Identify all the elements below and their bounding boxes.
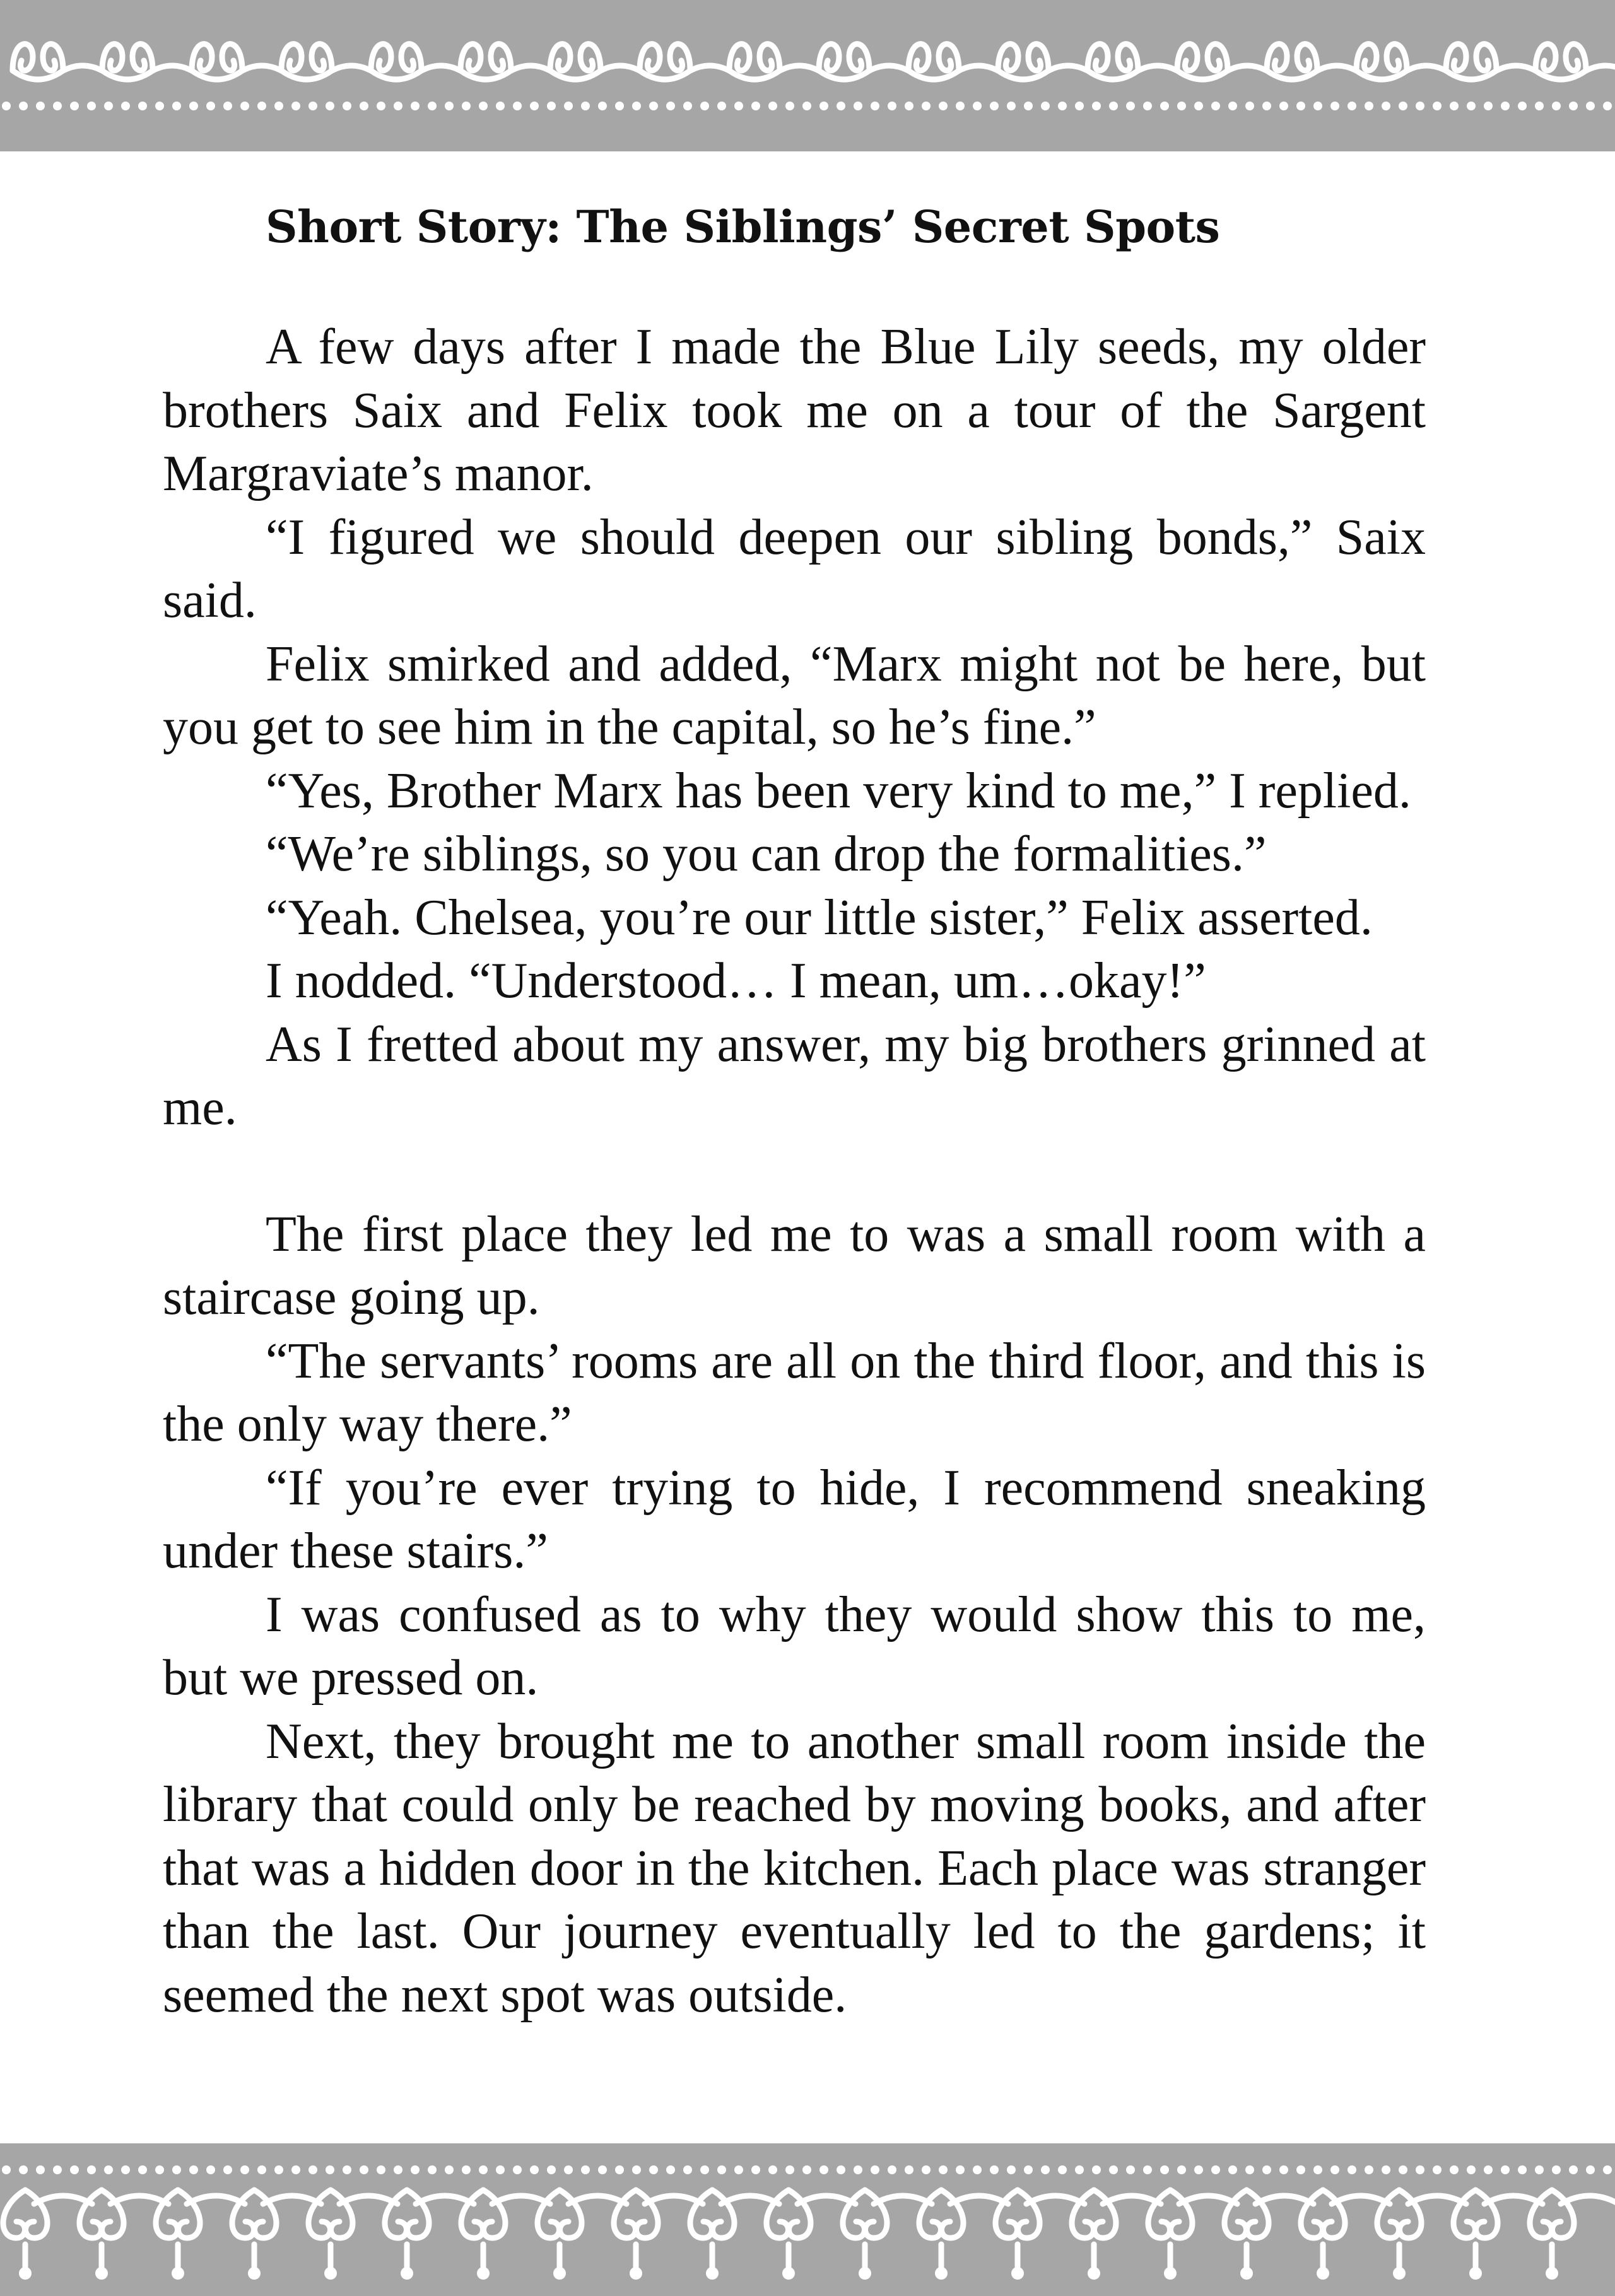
lace-dot (479, 102, 488, 110)
story-title: Short Story: The Siblings’ Secret Spots (266, 201, 1220, 253)
lace-dot (837, 102, 845, 110)
lace-dot (291, 2165, 300, 2174)
lace-dot (1552, 102, 1561, 110)
lace-dot (1382, 2165, 1390, 2174)
lace-dot (1092, 2165, 1101, 2174)
lace-drop (172, 2267, 184, 2280)
lace-dot (632, 2165, 641, 2174)
lace-dot (121, 102, 130, 110)
lace-dot (1228, 102, 1237, 110)
lace-dot (615, 2165, 624, 2174)
lace-dot (717, 102, 726, 110)
lace-dot (428, 2165, 437, 2174)
lace-drop (1164, 2267, 1177, 2280)
lace-dot (462, 102, 471, 110)
lace-dot (257, 2165, 266, 2174)
lace-dot (547, 102, 556, 110)
story-paragraph: A few days after I made the Blue Lily seeds, my older brothers Saix and Felix took me on a tour of the Sargent Margraviate’s manor. (163, 319, 1426, 501)
lace-dot (615, 102, 624, 110)
lace-drop (324, 2267, 337, 2280)
lace-dot (598, 2165, 607, 2174)
lace-loop-motif (192, 44, 281, 79)
lace-dot (445, 102, 454, 110)
lace-dot (1484, 102, 1493, 110)
lace-dot (479, 2165, 488, 2174)
story-paragraph: “We’re siblings, so you can drop the formalities.” (266, 826, 1267, 882)
lace-dot (53, 102, 62, 110)
lace-dot (1262, 102, 1271, 110)
lace-dot (1160, 102, 1169, 110)
lace-dot (1450, 2165, 1459, 2174)
lace-dot (1279, 2165, 1288, 2174)
story-paragraph: “Yes, Brother Marx has been very kind to me,” I replied. (266, 763, 1411, 819)
lace-loop-motif (550, 44, 640, 79)
lace-drop (706, 2267, 719, 2280)
top-lace-border (0, 0, 1615, 151)
lace-loop-motif (908, 44, 998, 79)
lace-dot (751, 102, 760, 110)
lace-dot (990, 2165, 999, 2174)
lace-dot (666, 2165, 675, 2174)
lace-dot (326, 102, 334, 110)
lace-dot (1041, 2165, 1050, 2174)
lace-dot (990, 102, 999, 110)
lace-dot (1007, 102, 1016, 110)
lace-loop-motif (1267, 44, 1356, 79)
lace-dot (1194, 102, 1203, 110)
lace-dot (939, 102, 948, 110)
lace-dot (581, 102, 590, 110)
lace-dot (751, 2165, 760, 2174)
lace-dot (939, 2165, 948, 2174)
lace-dot (138, 102, 147, 110)
story-paragraph: The first place they led me to was a small room with a staircase going up. (163, 1206, 1426, 1325)
lace-dot (530, 2165, 539, 2174)
lace-dot (700, 2165, 709, 2174)
lace-drop (401, 2267, 413, 2280)
lace-dot (598, 102, 607, 110)
lace-dot (581, 2165, 590, 2174)
lace-loop-motif (1446, 44, 1536, 79)
lace-dot (496, 2165, 505, 2174)
story-paragraph: “If you’re ever trying to hide, I recommend sneaking under these stairs.” (163, 1460, 1426, 1579)
lace-dot (734, 2165, 743, 2174)
lace-drop (1546, 2267, 1558, 2280)
lace-dot (1501, 2165, 1510, 2174)
lace-dot (104, 102, 113, 110)
lace-dot (1399, 102, 1407, 110)
lace-dot (377, 2165, 385, 2174)
lace-dot (189, 102, 198, 110)
lace-dot (104, 2165, 113, 2174)
lace-drop (1317, 2267, 1329, 2280)
lace-dot (1177, 2165, 1186, 2174)
lace-loop-motif (1536, 44, 1615, 79)
lace-dot (172, 2165, 181, 2174)
lace-loop-motif (998, 44, 1088, 79)
lace-dot (854, 102, 862, 110)
lace-dot (206, 2165, 215, 2174)
lace-dot (837, 2165, 845, 2174)
lace-dot (1296, 2165, 1305, 2174)
lace-dot (1075, 2165, 1084, 2174)
lace-dot (1041, 102, 1050, 110)
lace-drop (248, 2267, 261, 2280)
lace-dot (1501, 102, 1510, 110)
lace-loop-motif (1088, 44, 1177, 79)
lace-dot (1382, 102, 1390, 110)
lace-dot (1603, 2165, 1612, 2174)
lace-dot (223, 102, 232, 110)
lace-dot (1586, 2165, 1595, 2174)
lace-dot (1245, 102, 1254, 110)
lace-dot (700, 102, 709, 110)
lace-dot (513, 102, 522, 110)
lace-dot (1109, 2165, 1118, 2174)
lace-dot (36, 102, 45, 110)
story-paragraph: Felix smirked and added, “Marx might not be here, but you get to see him in the capital, so he’s fine.” (163, 636, 1426, 755)
lace-dot (1330, 2165, 1339, 2174)
lace-dot (1552, 2165, 1561, 2174)
lace-dot (87, 2165, 96, 2174)
lace-dot (1296, 102, 1305, 110)
lace-dot (70, 102, 79, 110)
story-paragraph: I was confused as to why they would show this to me, but we pressed on. (163, 1586, 1426, 1706)
lace-dot (1535, 2165, 1544, 2174)
lace-dot (1416, 2165, 1424, 2174)
scroll-ornament-icon (0, 2143, 1615, 2296)
lace-dot (802, 102, 811, 110)
lace-dot (1313, 102, 1322, 110)
lace-dot (291, 102, 300, 110)
lace-dot (411, 102, 420, 110)
lace-drop (859, 2267, 871, 2280)
lace-dot (87, 102, 96, 110)
lace-dot (308, 2165, 317, 2174)
lace-dot (1211, 102, 1220, 110)
lace-dot (394, 102, 402, 110)
lace-loop-motif (1177, 44, 1267, 79)
lace-drop (1011, 2267, 1024, 2280)
story-paragraph: I nodded. “Understood… I mean, um…okay!” (266, 953, 1206, 1009)
lace-dot (206, 102, 215, 110)
lace-dot (1024, 2165, 1033, 2174)
lace-dot (1450, 102, 1459, 110)
lace-dot (343, 102, 351, 110)
lace-loop-motif (819, 44, 908, 79)
lace-dot (768, 102, 777, 110)
loop-ornament-icon (0, 0, 1615, 151)
lace-dot (1092, 102, 1101, 110)
lace-dot (683, 2165, 692, 2174)
lace-dot (121, 2165, 130, 2174)
lace-loop-motif (729, 44, 819, 79)
lace-drop (1469, 2267, 1482, 2280)
lace-dot (1245, 2165, 1254, 2174)
lace-dot (1143, 102, 1152, 110)
lace-dot (360, 102, 368, 110)
lace-loop-motif (102, 44, 192, 79)
lace-dot (649, 102, 658, 110)
lace-dot (223, 2165, 232, 2174)
lace-dot (717, 2165, 726, 2174)
lace-dot (564, 2165, 573, 2174)
lace-dot (1330, 102, 1339, 110)
lace-dot (360, 2165, 368, 2174)
lace-dot (36, 2165, 45, 2174)
lace-dot (956, 102, 965, 110)
lace-dot (240, 102, 249, 110)
lace-dot (411, 2165, 420, 2174)
lace-dot (973, 102, 982, 110)
lace-drop (782, 2267, 795, 2280)
lace-dot (274, 102, 283, 110)
lace-drop (19, 2267, 32, 2280)
bottom-lace-border (0, 2143, 1615, 2296)
lace-dot (564, 102, 573, 110)
lace-dot (1075, 102, 1084, 110)
lace-dot (785, 2165, 794, 2174)
lace-dot (1484, 2165, 1493, 2174)
story-paragraph: “I figured we should deepen our sibling bonds,” Saix said. (163, 509, 1426, 628)
lace-dot (1518, 2165, 1527, 2174)
lace-loop-motif (461, 44, 550, 79)
lace-dot (683, 102, 692, 110)
lace-drop (477, 2267, 490, 2280)
lace-dot (496, 102, 505, 110)
lace-dot (1348, 102, 1356, 110)
lace-dot (871, 102, 879, 110)
lace-drop (630, 2267, 642, 2280)
lace-dot (240, 2165, 249, 2174)
lace-dot (888, 102, 896, 110)
lace-dot (922, 102, 931, 110)
lace-dot (274, 2165, 283, 2174)
lace-drop (1240, 2267, 1253, 2280)
lace-dot (802, 2165, 811, 2174)
lace-dot (1228, 2165, 1237, 2174)
lace-dot (462, 2165, 471, 2174)
story-paragraph: As I fretted about my answer, my big brothers grinned at me. (163, 1016, 1426, 1135)
lace-dot (2, 102, 11, 110)
lace-dot (734, 102, 743, 110)
lace-dot (1279, 102, 1288, 110)
lace-dot (138, 2165, 147, 2174)
lace-dot (2, 2165, 11, 2174)
lace-dot (1262, 2165, 1271, 2174)
lace-dot (155, 2165, 164, 2174)
lace-dot (530, 102, 539, 110)
lace-dot (1143, 2165, 1152, 2174)
lace-dot (632, 102, 641, 110)
lace-dot (1348, 2165, 1356, 2174)
lace-dot (326, 2165, 334, 2174)
lace-dot (1126, 2165, 1135, 2174)
lace-dot (257, 102, 266, 110)
lace-dot (1024, 102, 1033, 110)
lace-dot (189, 2165, 198, 2174)
lace-dot (1194, 2165, 1203, 2174)
lace-dot (922, 2165, 931, 2174)
lace-dot (70, 2165, 79, 2174)
lace-dot (854, 2165, 862, 2174)
lace-drop (935, 2267, 948, 2280)
lace-dot (973, 2165, 982, 2174)
lace-loop-motif (1356, 44, 1446, 79)
lace-dot (1603, 102, 1612, 110)
lace-dot (1586, 102, 1595, 110)
lace-dot (666, 102, 675, 110)
lace-loop-motif (640, 44, 729, 79)
lace-drop (95, 2267, 108, 2280)
lace-dot (1416, 102, 1424, 110)
lace-dot (819, 2165, 828, 2174)
lace-dot (394, 2165, 402, 2174)
story-paragraph: Next, they brought me to another small room inside the library that could only be reached by moving books, and after that was a hidden door in the kitchen. Each place was stranger than the last. Our journey eventually led to the gardens; it seemed the next spot was outside. (163, 1713, 1426, 2023)
lace-dot (19, 2165, 28, 2174)
lace-dot (1433, 102, 1442, 110)
lace-dot (1569, 2165, 1578, 2174)
lace-dot (428, 102, 437, 110)
lace-dot (19, 102, 28, 110)
story-paragraph: “The servants’ rooms are all on the third floor, and this is the only way there.” (163, 1333, 1426, 1452)
lace-dot (1433, 2165, 1442, 2174)
lace-drop (553, 2267, 566, 2280)
lace-dot (1365, 2165, 1373, 2174)
lace-dot (1399, 2165, 1407, 2174)
lace-dot (1007, 2165, 1016, 2174)
story-paragraph: “Yeah. Chelsea, you’re our little sister,” Felix asserted. (266, 889, 1373, 946)
lace-dot (1535, 102, 1544, 110)
lace-dot (1467, 2165, 1476, 2174)
lace-dot (905, 2165, 913, 2174)
lace-dot (547, 2165, 556, 2174)
lace-dot (1467, 102, 1476, 110)
lace-dot (1313, 2165, 1322, 2174)
lace-dot (871, 2165, 879, 2174)
lace-drop (1088, 2267, 1100, 2280)
lace-loop-motif (281, 44, 371, 79)
lace-dot (1569, 102, 1578, 110)
lace-dot (768, 2165, 777, 2174)
lace-dot (1058, 102, 1067, 110)
lace-dot (172, 102, 181, 110)
lace-loop-motif (13, 44, 102, 79)
lace-dot (819, 102, 828, 110)
lace-drop (1393, 2267, 1406, 2280)
lace-dot (1177, 102, 1186, 110)
story-text (163, 189, 1426, 2027)
lace-dot (343, 2165, 351, 2174)
lace-dot (1365, 102, 1373, 110)
lace-dot (155, 102, 164, 110)
lace-dot (53, 2165, 62, 2174)
lace-dot (1126, 102, 1135, 110)
lace-dot (888, 2165, 896, 2174)
lace-loop-motif (371, 44, 461, 79)
lace-dot (1160, 2165, 1169, 2174)
lace-dot (513, 2165, 522, 2174)
lace-dot (377, 102, 385, 110)
lace-dot (1518, 102, 1527, 110)
lace-dot (1211, 2165, 1220, 2174)
lace-dot (308, 102, 317, 110)
lace-dot (1058, 2165, 1067, 2174)
lace-dot (956, 2165, 965, 2174)
lace-dot (445, 2165, 454, 2174)
lace-dot (649, 2165, 658, 2174)
lace-dot (1109, 102, 1118, 110)
lace-dot (785, 102, 794, 110)
lace-dot (905, 102, 913, 110)
